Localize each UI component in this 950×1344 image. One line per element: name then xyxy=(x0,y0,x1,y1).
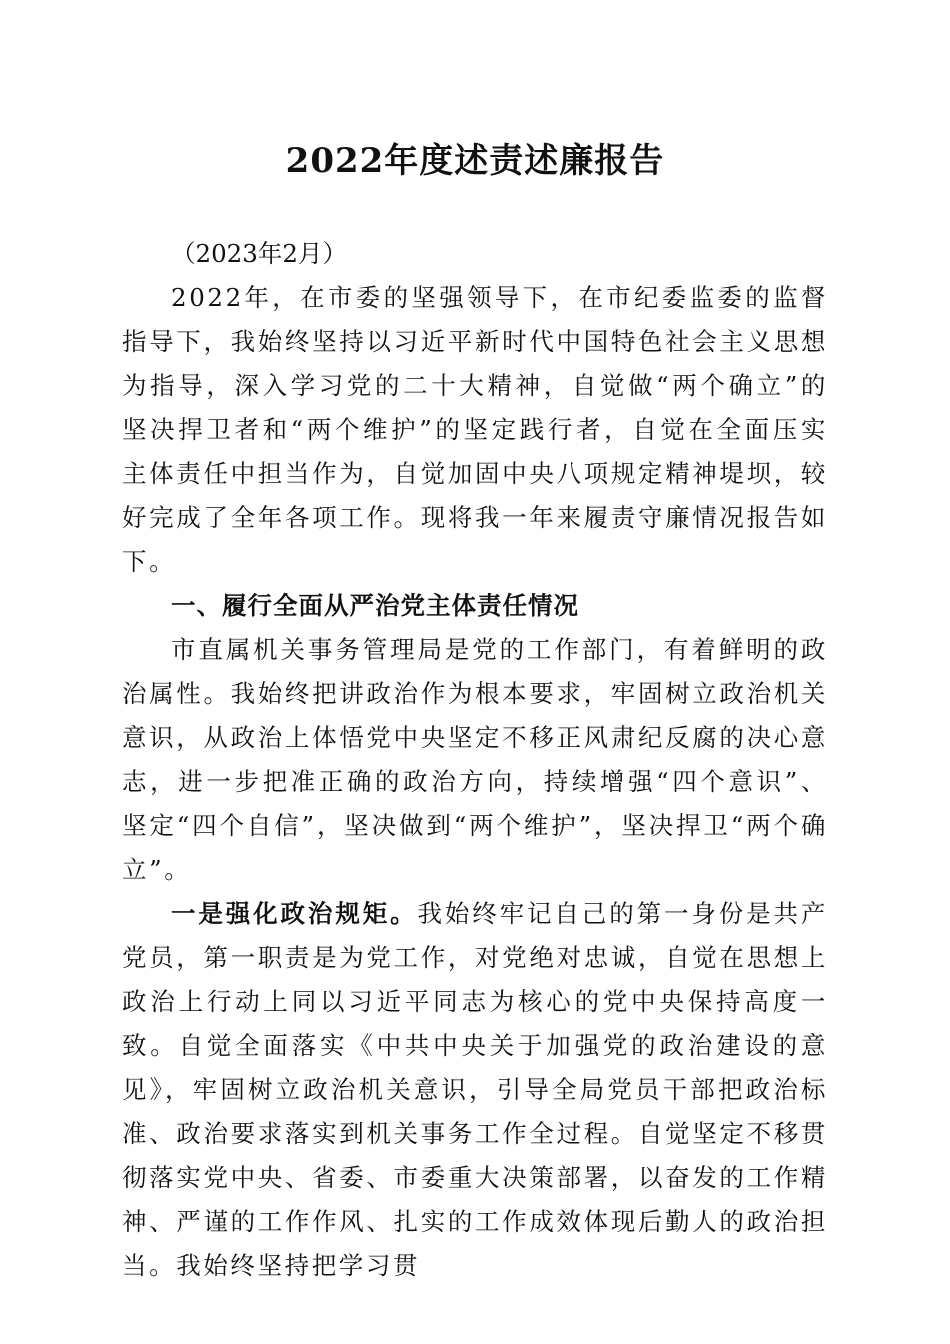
document-date: （2023年2月） xyxy=(171,239,347,268)
document-title: 2022年度述责述廉报告 xyxy=(285,141,665,181)
section-heading-1: 一、履行全面从严治党主体责任情况 xyxy=(171,591,579,620)
paragraph-intro: 2022年，在市委的坚强领导下，在市纪委监委的监督指导下，我始终坚持以习近平新时代中国特色社会主义思想为指导，深入学习党的二十大精神，自觉做“两个确立”的坚决捍卫者和“两个维护”的坚定践行者，自觉在全面压实主体责任中担当作为，自觉加固中央八项规定精神堤坝，较好完成了全年各项工作。现将我一年来履责守廉情况报告如下。 xyxy=(122,283,828,576)
paragraph-3-text: 我始终牢记自己的第一身份是共产党员，第一职责是为党工作，对党绝对忠诚，自觉在思想上政治上行动上同以习近平同志为核心的党中央保持高度一致。自觉全面落实《中共中央关于加强党的政治建设的意见》，牢固树立政治机关意识，引导全局党员干部把政治标准、政治要求落实到机关事务工作全过程。自觉坚定不移贯彻落实党中央、省委、市委重大决策部署，以奋发的工作精神、严谨的工作作风、扎实的工作成效体现后勤人的政治担当。我始终坚持把学习贯 xyxy=(122,899,828,1280)
paragraph-3-lead: 一是强化政治规矩。 xyxy=(171,899,418,928)
document-body xyxy=(122,232,828,1288)
paragraph-2: 市直属机关事务管理局是党的工作部门，有着鲜明的政治属性。我始终把讲政治作为根本要求，牢固树立政治机关意识，从政治上体悟党中央坚定不移正风肃纪反腐的决心意志，进一步把准正确的政治方向，持续增强“四个意识”、坚定“四个自信”，坚决做到“两个维护”，坚决捍卫“两个确立”。 xyxy=(122,635,828,884)
paragraph-3 xyxy=(122,892,828,1288)
